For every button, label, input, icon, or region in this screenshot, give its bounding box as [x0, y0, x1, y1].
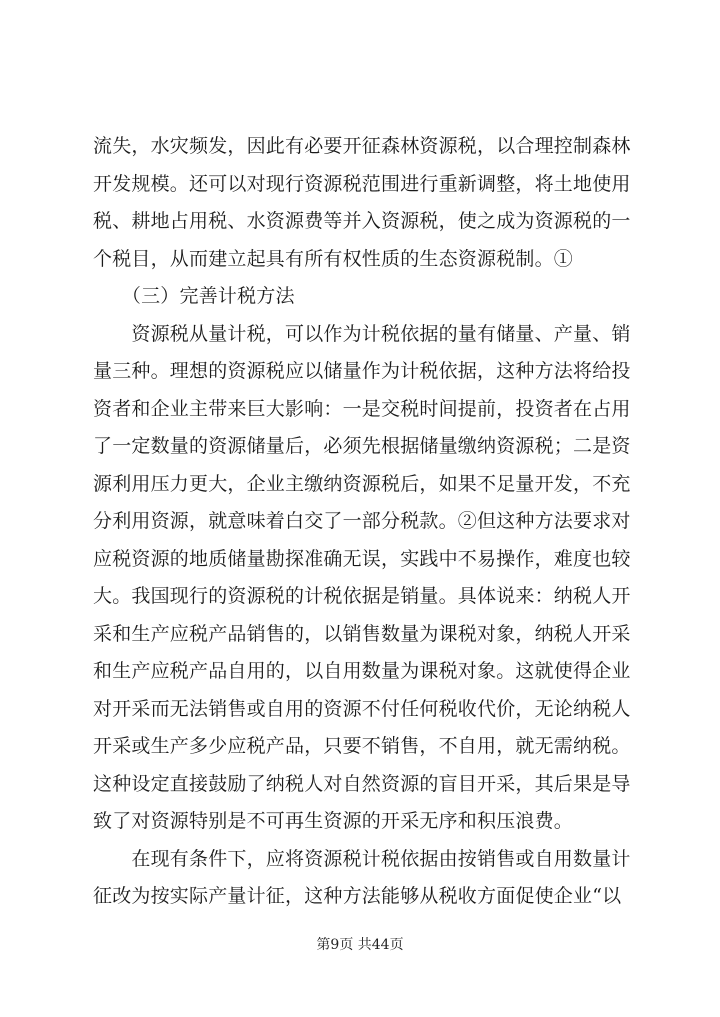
text-line: 在现有条件下，应将资源税计税依据由按销售或自用数量计: [93, 847, 631, 870]
text-line: 了一定数量的资源储量后，必须先根据储量缴纳资源税；二是资: [93, 435, 631, 457]
text-line: 源利用压力更大，企业主缴纳资源税后，如果不足量开发，不充: [93, 472, 631, 495]
text-line: 开采或生产多少应税产品，只要不销售，不自用，就无需纳税。: [93, 735, 631, 757]
text-line: 应税资源的地质储量勘探准确无误，实践中不易操作，难度也较: [93, 547, 631, 570]
text-line: 这种设定直接鼓励了纳税人对自然资源的盲目开采，其后果是导: [93, 772, 631, 795]
text-line: 税、耕地占用税、水资源费等并入资源税，使之成为资源税的一: [93, 210, 631, 232]
body-text: [93, 128, 633, 916]
page-number-footer: 第9页 共44页: [316, 937, 404, 953]
text-line: 分利用资源，就意味着白交了一部分税款。②但这种方法要求对: [93, 510, 631, 532]
text-line: 资者和企业主带来巨大影响：一是交税时间提前，投资者在占用: [93, 397, 631, 420]
text-line: 征改为按实际产量计征，这种方法能够从税收方面促使企业“以: [93, 885, 622, 907]
text-line: 和生产应税产品自用的，以自用数量为课税对象。这就使得企业: [93, 660, 631, 682]
text-line: 资源税从量计税，可以作为计税依据的量有储量、产量、销: [93, 322, 631, 345]
text-line: 致了对资源特别是不可再生资源的开采无序和积压浪费。: [93, 810, 574, 832]
text-line: 对开采而无法销售或自用的资源不付任何税收代价，无论纳税人: [93, 697, 631, 720]
text-line: 个税目，从而建立起具有所有权性质的生态资源税制。①: [93, 247, 574, 270]
section-heading: （三）完善计税方法: [93, 285, 295, 307]
text-line: 开发规模。还可以对现行资源税范围进行重新调整，将土地使用: [93, 172, 631, 195]
text-line: 采和生产应税产品销售的，以销售数量为课税对象，纳税人开采: [93, 622, 631, 645]
text-line: 量三种。理想的资源税应以储量作为计税依据，这种方法将给投: [93, 360, 631, 382]
text-line: 大。我国现行的资源税的计税依据是销量。具体说来：纳税人开: [93, 585, 631, 607]
text-line: 流失，水灾频发，因此有必要开征森林资源税，以合理控制森林: [93, 135, 631, 157]
